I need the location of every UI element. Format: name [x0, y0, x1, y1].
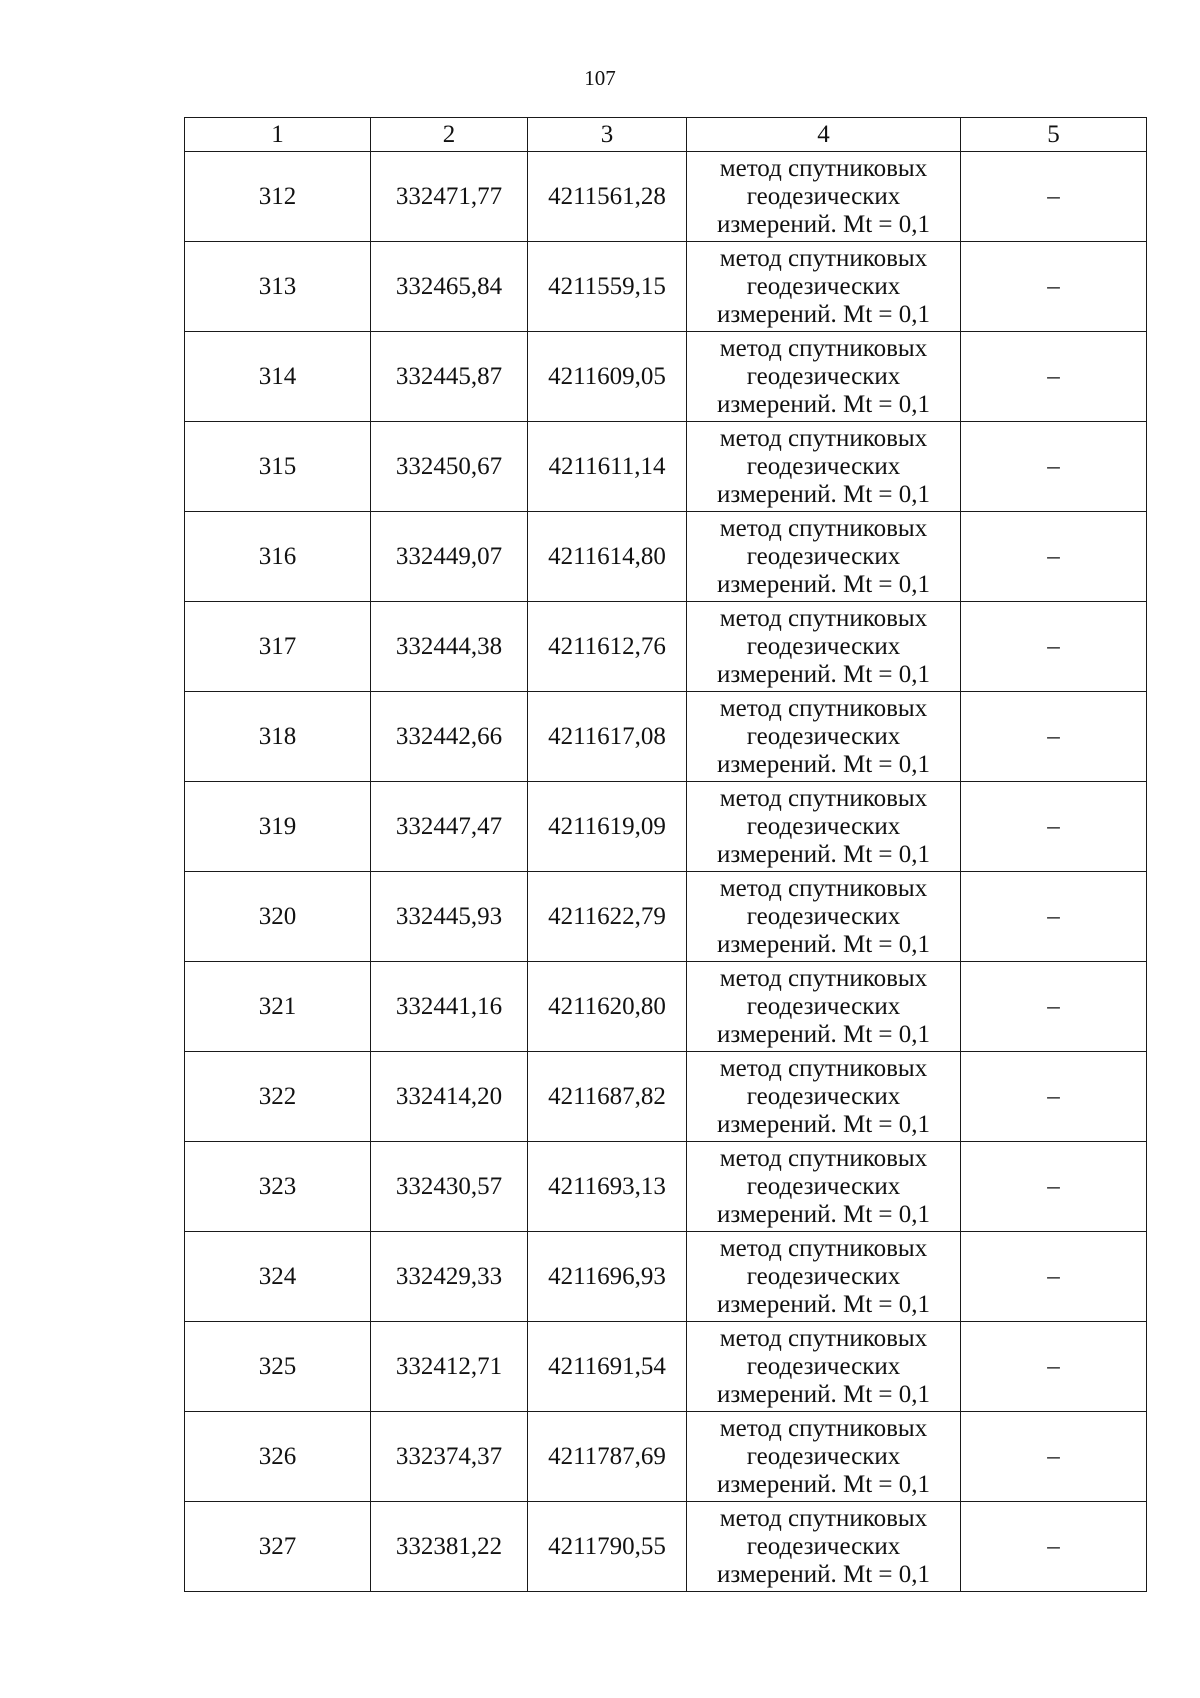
method-line: измерений. Mt = 0,1 [716, 1380, 931, 1408]
x-coordinate-cell: 332471,77 [371, 152, 528, 242]
method-line: измерений. Mt = 0,1 [716, 1020, 931, 1048]
x-coordinate-cell: 332414,20 [371, 1052, 528, 1142]
y-coordinate-cell: 4211790,55 [528, 1502, 687, 1592]
table-row [185, 512, 1147, 602]
table-row [185, 962, 1147, 1052]
table-row [185, 242, 1147, 332]
x-coordinate-cell: 332412,71 [371, 1322, 528, 1412]
method-line: метод спутниковых [719, 1324, 928, 1352]
method-line: метод спутниковых [719, 694, 928, 722]
method-cell [687, 872, 961, 962]
method-cell [687, 602, 961, 692]
table-row [185, 152, 1147, 242]
x-coordinate-cell: 332450,67 [371, 422, 528, 512]
column-header-3: 3 [528, 118, 687, 152]
method-line: геодезических [746, 272, 901, 300]
method-line: метод спутниковых [719, 874, 928, 902]
method-cell [687, 1232, 961, 1322]
method-line: измерений. Mt = 0,1 [716, 1290, 931, 1318]
method-cell [687, 1322, 961, 1412]
note-cell: – [961, 1412, 1147, 1502]
point-number-cell: 315 [185, 422, 371, 512]
method-line: геодезических [746, 1172, 901, 1200]
method-line: измерений. Mt = 0,1 [716, 570, 931, 598]
point-number-cell: 325 [185, 1322, 371, 1412]
method-line: метод спутниковых [719, 784, 928, 812]
point-number-cell: 326 [185, 1412, 371, 1502]
method-cell [687, 152, 961, 242]
note-cell: – [961, 602, 1147, 692]
method-line: измерений. Mt = 0,1 [716, 660, 931, 688]
method-line: измерений. Mt = 0,1 [716, 210, 931, 238]
coordinates-table [184, 117, 1147, 1592]
point-number-cell: 317 [185, 602, 371, 692]
method-cell [687, 962, 961, 1052]
table-row [185, 422, 1147, 512]
note-cell: – [961, 1142, 1147, 1232]
method-line: геодезических [746, 992, 901, 1020]
method-line: измерений. Mt = 0,1 [716, 480, 931, 508]
method-cell [687, 422, 961, 512]
point-number-cell: 313 [185, 242, 371, 332]
y-coordinate-cell: 4211617,08 [528, 692, 687, 782]
method-line: метод спутниковых [719, 244, 928, 272]
method-line: геодезических [746, 902, 901, 930]
point-number-cell: 322 [185, 1052, 371, 1142]
note-cell: – [961, 1322, 1147, 1412]
x-coordinate-cell: 332445,93 [371, 872, 528, 962]
method-line: геодезических [746, 362, 901, 390]
point-number-cell: 327 [185, 1502, 371, 1592]
method-line: метод спутниковых [719, 424, 928, 452]
method-cell [687, 782, 961, 872]
table-row [185, 1502, 1147, 1592]
note-cell: – [961, 242, 1147, 332]
page-number: 107 [584, 66, 616, 90]
point-number-cell: 316 [185, 512, 371, 602]
y-coordinate-cell: 4211612,76 [528, 602, 687, 692]
point-number-cell: 314 [185, 332, 371, 422]
note-cell: – [961, 1232, 1147, 1322]
note-cell: – [961, 332, 1147, 422]
method-line: метод спутниковых [719, 1144, 928, 1172]
method-cell [687, 1142, 961, 1232]
y-coordinate-cell: 4211611,14 [528, 422, 687, 512]
table-row [185, 602, 1147, 692]
method-line: геодезических [746, 1532, 901, 1560]
method-line: геодезических [746, 1082, 901, 1110]
method-line: геодезических [746, 542, 901, 570]
method-line: метод спутниковых [719, 514, 928, 542]
x-coordinate-cell: 332381,22 [371, 1502, 528, 1592]
method-line: измерений. Mt = 0,1 [716, 840, 931, 868]
y-coordinate-cell: 4211691,54 [528, 1322, 687, 1412]
x-coordinate-cell: 332429,33 [371, 1232, 528, 1322]
method-line: измерений. Mt = 0,1 [716, 300, 931, 328]
table-row [185, 1412, 1147, 1502]
x-coordinate-cell: 332447,47 [371, 782, 528, 872]
x-coordinate-cell: 332444,38 [371, 602, 528, 692]
method-line: геодезических [746, 812, 901, 840]
table-row [185, 332, 1147, 422]
column-header-2: 2 [371, 118, 528, 152]
x-coordinate-cell: 332441,16 [371, 962, 528, 1052]
method-line: метод спутниковых [719, 1504, 928, 1532]
method-cell [687, 692, 961, 782]
y-coordinate-cell: 4211561,28 [528, 152, 687, 242]
method-line: измерений. Mt = 0,1 [716, 1110, 931, 1138]
method-line: измерений. Mt = 0,1 [716, 1470, 931, 1498]
table-row [185, 692, 1147, 782]
y-coordinate-cell: 4211696,93 [528, 1232, 687, 1322]
note-cell: – [961, 962, 1147, 1052]
table-row [185, 1142, 1147, 1232]
method-line: геодезических [746, 722, 901, 750]
method-line: измерений. Mt = 0,1 [716, 930, 931, 958]
method-line: метод спутниковых [719, 1234, 928, 1262]
method-cell [687, 242, 961, 332]
point-number-cell: 321 [185, 962, 371, 1052]
note-cell: – [961, 512, 1147, 602]
y-coordinate-cell: 4211559,15 [528, 242, 687, 332]
method-cell [687, 332, 961, 422]
y-coordinate-cell: 4211622,79 [528, 872, 687, 962]
method-line: геодезических [746, 632, 901, 660]
column-header-5: 5 [961, 118, 1147, 152]
y-coordinate-cell: 4211693,13 [528, 1142, 687, 1232]
point-number-cell: 323 [185, 1142, 371, 1232]
x-coordinate-cell: 332374,37 [371, 1412, 528, 1502]
x-coordinate-cell: 332430,57 [371, 1142, 528, 1232]
note-cell: – [961, 422, 1147, 512]
table-header-row [185, 118, 1147, 152]
table-body [185, 152, 1147, 1592]
method-line: измерений. Mt = 0,1 [716, 1200, 931, 1228]
x-coordinate-cell: 332445,87 [371, 332, 528, 422]
note-cell: – [961, 782, 1147, 872]
method-line: метод спутниковых [719, 334, 928, 362]
x-coordinate-cell: 332442,66 [371, 692, 528, 782]
method-line: измерений. Mt = 0,1 [716, 390, 931, 418]
method-line: метод спутниковых [719, 1054, 928, 1082]
method-cell [687, 1412, 961, 1502]
method-line: геодезических [746, 452, 901, 480]
y-coordinate-cell: 4211619,09 [528, 782, 687, 872]
method-line: геодезических [746, 1262, 901, 1290]
table-row [185, 1322, 1147, 1412]
point-number-cell: 324 [185, 1232, 371, 1322]
method-line: метод спутниковых [719, 1414, 928, 1442]
table-row [185, 872, 1147, 962]
method-line: измерений. Mt = 0,1 [716, 750, 931, 778]
x-coordinate-cell: 332449,07 [371, 512, 528, 602]
table-row [185, 782, 1147, 872]
y-coordinate-cell: 4211787,69 [528, 1412, 687, 1502]
method-line: геодезических [746, 1442, 901, 1470]
method-line: геодезических [746, 182, 901, 210]
method-line: измерений. Mt = 0,1 [716, 1560, 931, 1588]
method-cell [687, 1052, 961, 1142]
point-number-cell: 320 [185, 872, 371, 962]
point-number-cell: 312 [185, 152, 371, 242]
y-coordinate-cell: 4211620,80 [528, 962, 687, 1052]
note-cell: – [961, 1502, 1147, 1592]
method-cell [687, 1502, 961, 1592]
point-number-cell: 319 [185, 782, 371, 872]
y-coordinate-cell: 4211614,80 [528, 512, 687, 602]
column-header-4: 4 [687, 118, 961, 152]
note-cell: – [961, 152, 1147, 242]
y-coordinate-cell: 4211687,82 [528, 1052, 687, 1142]
y-coordinate-cell: 4211609,05 [528, 332, 687, 422]
note-cell: – [961, 692, 1147, 782]
method-line: метод спутниковых [719, 964, 928, 992]
point-number-cell: 318 [185, 692, 371, 782]
method-line: метод спутниковых [719, 154, 928, 182]
column-header-1: 1 [185, 118, 371, 152]
method-cell [687, 512, 961, 602]
x-coordinate-cell: 332465,84 [371, 242, 528, 332]
method-line: метод спутниковых [719, 604, 928, 632]
table-row [185, 1232, 1147, 1322]
note-cell: – [961, 1052, 1147, 1142]
note-cell: – [961, 872, 1147, 962]
method-line: геодезических [746, 1352, 901, 1380]
table-row [185, 1052, 1147, 1142]
